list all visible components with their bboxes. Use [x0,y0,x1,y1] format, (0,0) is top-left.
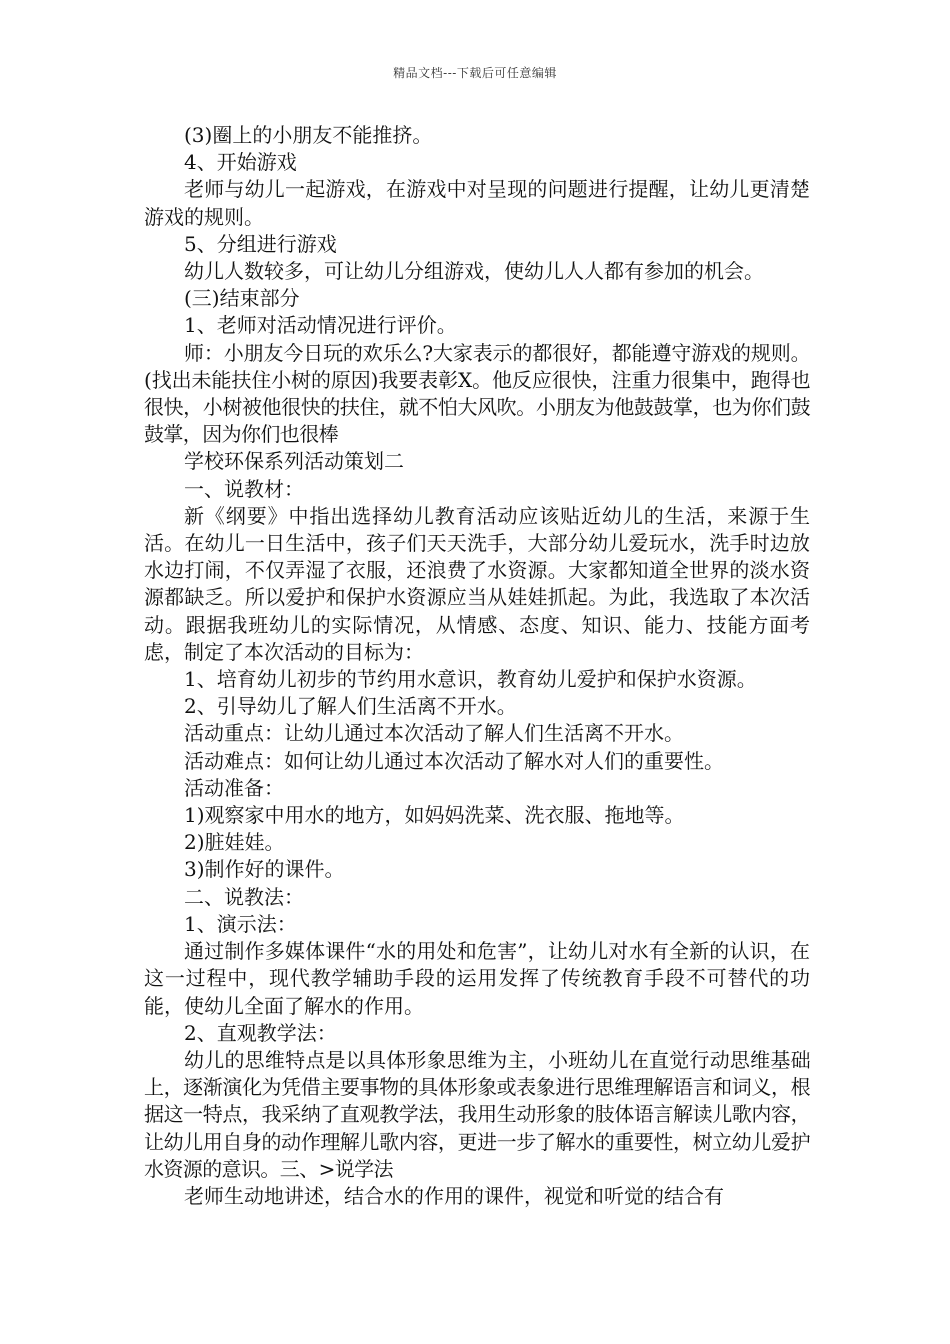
paragraph-goal-2: 2、引导幼儿了解人们生活离不开水。 [184,694,517,719]
paragraph-evaluation: 1、老师对活动情况进行评价。 [184,313,457,338]
paragraph-teacher-speech: 师：小朋友今日玩的欢乐么?大家表示的都很好，都能遵守游戏的规则。(找出未能扶住小树的原因)我要表彰X。他反应很快，注重力很集中，跑得也很快，小树被他很快的扶住，就不怕大风吹。小朋友为他鼓鼓掌，也为你们鼓鼓掌，因为你们也很棒 [144,340,810,447]
heading-demonstration: 1、演示法： [184,911,297,936]
heading-group-game: 5、分组进行游戏 [184,231,337,256]
heading-teaching-method: 二、说教法： [184,884,304,909]
paragraph-play-together: 老师与幼儿一起游戏，在游戏中对呈现的问题进行提醒，让幼儿更清楚游戏的规则。 [144,177,810,229]
paragraph-teacher-narration: 老师生动地讲述，结合水的作用的课件，视觉和听觉的结合有 [184,1183,724,1208]
heading-teaching-material: 一、说教材： [184,476,304,501]
section-title-plan-two: 学校环保系列活动策划二 [184,449,404,474]
document-body [144,122,810,1210]
paragraph-demonstration: 通过制作多媒体课件“水的用处和危害”，让幼儿对水有全新的认识，在这一过程中，现代教学辅助手段的运用发挥了传统教育手段不可替代的功能，使幼儿全面了解水的作用。 [144,939,810,1018]
paragraph-goal-1: 1、培育幼儿初步的节约用水意识，教育幼儿爱护和保护水资源。 [184,667,757,692]
heading-ending: (三)结束部分 [184,286,300,311]
heading-preparation: 活动准备： [184,775,284,800]
heading-intuitive-method: 2、直观教学法： [184,1020,337,1045]
paragraph-prep-3: 3)制作好的课件。 [184,857,345,882]
page-header: 精品文档---下载后可任意编辑 [393,66,557,80]
paragraph-difficulty: 活动难点：如何让幼儿通过本次活动了解水对人们的重要性。 [184,748,724,773]
paragraph-prep-1: 1)观察家中用水的地方，如妈妈洗菜、洗衣服、拖地等。 [184,803,685,828]
paragraph-group-game: 幼儿人数较多，可让幼儿分组游戏，使幼儿人人都有参加的机会。 [184,259,764,284]
paragraph-rule-3: (3)圈上的小朋友不能推挤。 [184,123,433,147]
paragraph-prep-2: 2)脏娃娃。 [184,830,285,855]
heading-start-game: 4、开始游戏 [184,150,297,175]
paragraph-teaching-material: 新《纲要》中指出选择幼儿教育活动应该贴近幼儿的生活，来源于生活。在幼儿一日生活中，孩子们天天洗手，大部分幼儿爱玩水，洗手时边放水边打闹，不仅弄湿了衣服，还浪费了水资源。大家都知道全世界的淡水资源都缺乏。所以爱护和保护水资源应当从娃娃抓起。为此，我选取了本次活动。跟据我班幼儿的实际情况，从情感、态度、知识、能力、技能方面考虑，制定了本次活动的目标为： [144,503,810,664]
paragraph-intuitive-method: 幼儿的思维特点是以具体形象思维为主，小班幼儿在直觉行动思维基础上，逐渐演化为凭借主要事物的具体形象或表象进行思维理解语言和词义，根据这一特点，我采纳了直观教学法，我用生动形象的肢体语言解读儿歌内容，让幼儿用自身的动作理解儿歌内容，更进一步了解水的重要性，树立幼儿爱护水资源的意识。三、>说学法 [144,1047,810,1181]
paragraph-key-point: 活动重点：让幼儿通过本次活动了解人们生活离不开水。 [184,721,684,746]
